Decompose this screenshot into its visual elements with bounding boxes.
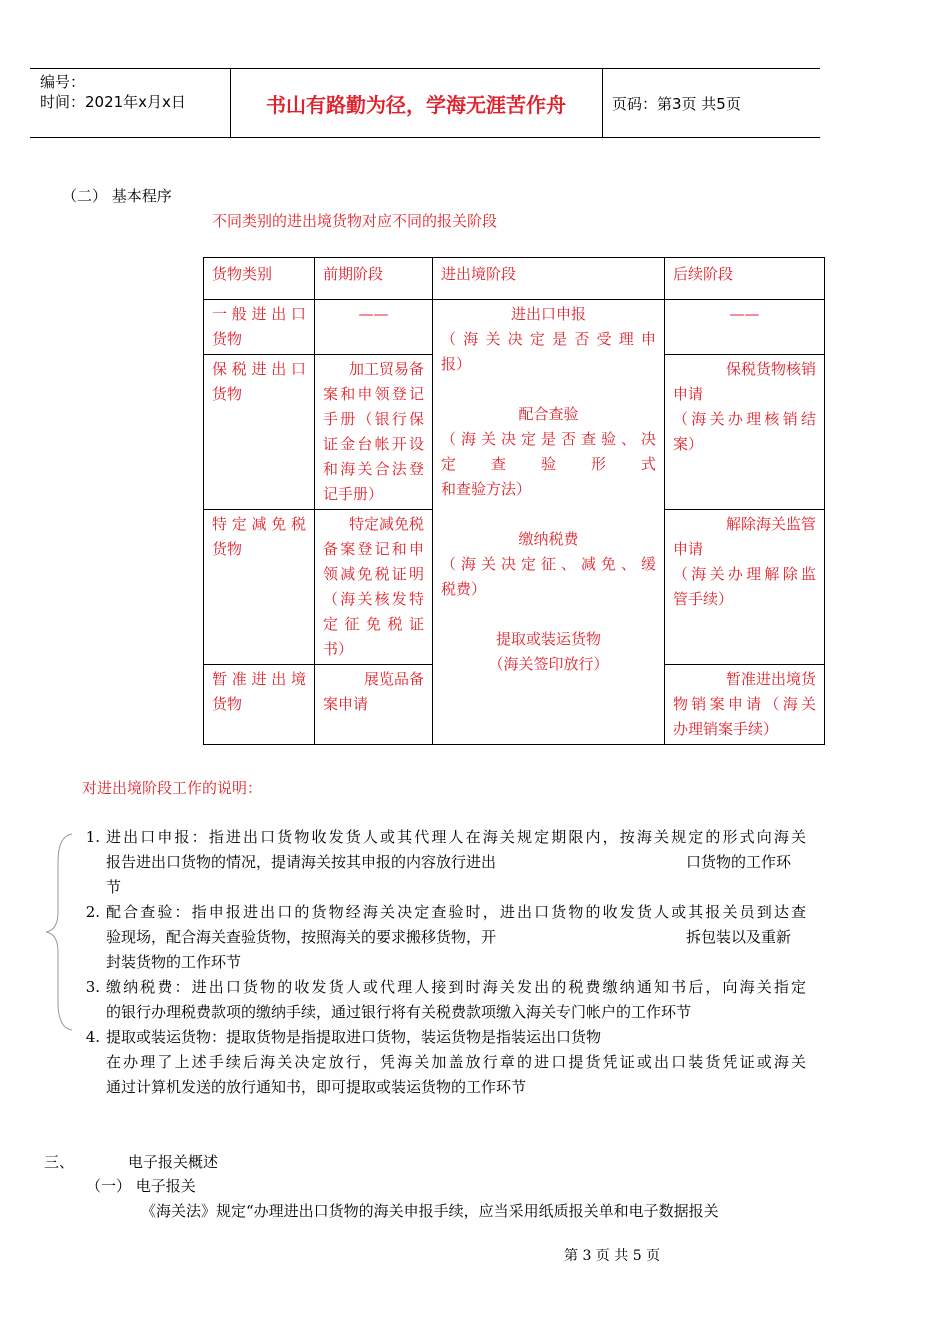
list-line: 封装货物的工作环节 — [106, 953, 242, 971]
time-label: 时间：2021年x月x日 — [40, 93, 186, 111]
list-body — [106, 1025, 806, 1100]
cell-line: 货物 — [212, 695, 243, 713]
section-subheading: 不同类别的进出境货物对应不同的报关阶段 — [212, 212, 498, 230]
list-line: 节 — [106, 878, 122, 896]
cell-line: 进出口申报 — [510, 305, 586, 323]
cell-line: 物销案申请（海关 — [673, 695, 816, 713]
list-line: 拆包装以及重新 — [686, 928, 792, 946]
cell-line: 证金台帐开设 — [323, 435, 424, 453]
cell-line: （海关核发特 — [323, 590, 424, 608]
cell-line: 货物 — [212, 540, 243, 558]
pre-stage-cell — [315, 300, 433, 355]
cell-line: 和海关合法登 — [323, 460, 424, 478]
header-cell: 后续阶段 — [665, 258, 825, 300]
cell-line: —— — [358, 305, 389, 323]
spacer — [441, 377, 656, 402]
cell-line: 管手续） — [673, 590, 734, 608]
cell-line: 备案登记和申 — [323, 540, 424, 558]
cell-line: （海关办理解除监 — [673, 565, 816, 583]
list-item — [72, 975, 812, 1025]
list-body — [106, 975, 806, 1025]
explanation-title: 对进出境阶段工作的说明： — [82, 779, 263, 797]
section-heading: （二） 基本程序 — [62, 187, 172, 205]
list-item — [72, 825, 812, 900]
list-item — [72, 1025, 812, 1100]
cell-line: （海关决定是否受理申 — [441, 330, 656, 348]
cell-line: 加工贸易备 — [348, 360, 424, 378]
header-divider — [602, 69, 603, 137]
list-number: 2. — [85, 903, 100, 921]
post-stage-cell — [665, 300, 825, 355]
cell-line: 特定减免税 — [348, 515, 424, 533]
page-header — [30, 68, 820, 138]
list-line: 通过计算机发送的放行通知书，即可提取或装运货物的工作环节 — [106, 1078, 527, 1096]
header-page-label: 页码：第3页 共5页 — [612, 94, 741, 113]
category-cell — [204, 355, 315, 510]
cell-line: 暂准进出境货 — [725, 670, 816, 688]
cell-line: 和查验方法） — [441, 480, 532, 498]
cell-line: （海关决定是否查验、决 — [441, 430, 656, 448]
cell-line: 提取或装运货物 — [495, 630, 601, 648]
list-line: 的银行办理税费款项的缴纳手续，通过银行将有关税费款项缴入海关专门帐户的工作环节 — [106, 1003, 692, 1021]
list-line: 提取或装运货物：提取货物是指提取进口货物，装运货物是指装运出口货物 — [106, 1028, 602, 1046]
cell-line: 领减免税证明 — [323, 565, 424, 583]
cell-line: 暂准进出境 — [212, 670, 306, 688]
cell-line: 定征免税证 — [323, 615, 424, 633]
cell-line: 申请 — [673, 385, 704, 403]
page-footer: 第 3 页 共 5 页 — [564, 1248, 661, 1264]
pre-stage-cell — [315, 665, 433, 745]
spacer — [441, 602, 656, 627]
header-cell: 货物类别 — [204, 258, 315, 300]
list-body — [106, 900, 806, 975]
cell-line: 案和申领登记 — [323, 385, 424, 403]
number-label: 编号： — [40, 73, 86, 91]
cell-line: 报） — [441, 355, 472, 373]
category-cell — [204, 510, 315, 665]
subsection-heading: （一） 电子报关 — [86, 1177, 196, 1195]
cell-line: 保税进出口 — [212, 360, 306, 378]
cell-line: 申请 — [673, 540, 704, 558]
cell-line: 配合查验 — [518, 405, 579, 423]
table-row — [204, 300, 825, 355]
cell-line: 解除海关监管 — [725, 515, 816, 533]
header-cell: 前期阶段 — [315, 258, 433, 300]
section-title: 电子报关概述 — [128, 1153, 219, 1171]
brace-icon — [44, 832, 74, 1032]
category-cell — [204, 665, 315, 745]
pre-stage-cell — [315, 355, 433, 510]
paragraph: 《海关法》规定“办理进出口货物的海关申报手续，应当采用纸质报关单和电子数据报关 — [141, 1202, 719, 1220]
cell-line: 定 查 验 形 式 — [441, 455, 656, 473]
cell-line: 案申请 — [323, 695, 369, 713]
list-number: 4. — [85, 1028, 100, 1046]
list-line: 验现场，配合海关查验货物，按照海关的要求搬移货物，开 — [106, 928, 497, 946]
cell-line: 记手册） — [323, 485, 384, 503]
cell-line: 手册（银行保 — [323, 410, 424, 428]
list-body — [106, 825, 806, 900]
list-line: 在办理了上述手续后海关决定放行，凭海关加盖放行章的进口提货凭证或出口装货凭证或海关 — [106, 1053, 806, 1071]
list-number: 3. — [85, 978, 100, 996]
post-stage-cell — [665, 510, 825, 665]
cell-line: （海关办理核销结 — [673, 410, 816, 428]
list-line: 口货物的工作环 — [686, 853, 792, 871]
cell-line: 展览品备 — [363, 670, 424, 688]
cell-line: 办理销案手续） — [673, 720, 779, 738]
list-line: 缴纳税费：进出口货物的收发货人或代理人接到时海关发出的税费缴纳通知书后，向海关指定 — [106, 978, 806, 996]
cell-line: 货物 — [212, 385, 243, 403]
spacer — [441, 502, 656, 527]
cell-line: 案） — [673, 435, 704, 453]
entry-exit-stage-cell — [433, 300, 665, 745]
list-item — [72, 900, 812, 975]
cell-line: 保税货物核销 — [725, 360, 816, 378]
cell-line: （海关签印放行） — [488, 655, 609, 673]
procedure-table — [203, 257, 825, 745]
post-stage-cell — [665, 355, 825, 510]
list-number: 1. — [85, 828, 100, 846]
header-cell: 进出境阶段 — [433, 258, 665, 300]
cell-line: （海关决定征、减免、缓 — [441, 555, 656, 573]
cell-line: 一般进出口 — [212, 305, 306, 323]
cell-line: 特定减免税 — [212, 515, 306, 533]
category-cell — [204, 300, 315, 355]
list-line: 进出口申报：指进出口货物收发货人或其代理人在海关规定期限内，按海关规定的形式向海关 — [106, 828, 806, 846]
list-line: 配合查验：指申报进出口的货物经海关决定查验时，进出口货物的收发货人或其报关员到达查 — [106, 903, 806, 921]
section-number: 三、 — [44, 1153, 75, 1171]
cell-line: 税费） — [441, 580, 487, 598]
cell-line: 书） — [323, 640, 354, 658]
post-stage-cell — [665, 665, 825, 745]
cell-line: —— — [729, 305, 760, 323]
cell-line: 缴纳税费 — [518, 530, 579, 548]
table-header-row — [204, 258, 825, 300]
list-line-row — [106, 925, 806, 950]
header-info — [30, 69, 230, 137]
header-motto: 书山有路勤为径，学海无涯苦作舟 — [266, 92, 566, 117]
list-line: 报告进出口货物的情况，提请海关按其申报的内容放行进出 — [106, 853, 497, 871]
list-line-row — [106, 850, 806, 875]
cell-line: 货物 — [212, 330, 243, 348]
pre-stage-cell — [315, 510, 433, 665]
